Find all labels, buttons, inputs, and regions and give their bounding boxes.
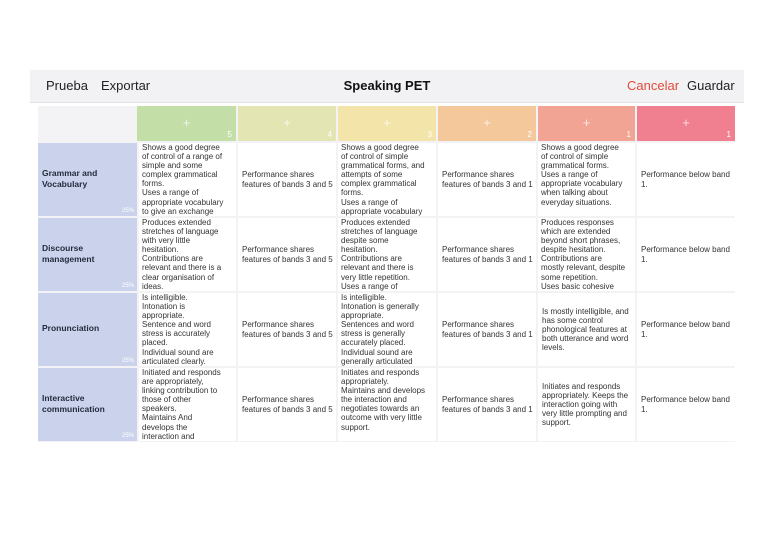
rubric-cell[interactable] <box>338 293 436 366</box>
cell-text: Performance shares features of bands 3 and 1 <box>442 320 533 339</box>
rubric-cell[interactable] <box>139 368 236 441</box>
rubric-cell[interactable] <box>338 143 436 216</box>
rubric-cell[interactable] <box>139 293 236 366</box>
cell-text: Performance shares features of bands 3 and 5 <box>242 245 333 264</box>
band-header-3[interactable] <box>338 106 436 141</box>
band-number: 2 <box>527 130 532 139</box>
rubric-cell[interactable] <box>139 218 236 291</box>
band-header-5[interactable] <box>137 106 236 141</box>
cell-text: Is intelligible. Intonation is appropriate. Sentence and word stress is accurately placed. Individual sound are articulated clearly. <box>142 293 214 366</box>
cell-text: Performance below band 1. <box>641 245 730 264</box>
band-number: 5 <box>227 130 232 139</box>
rubric-cell[interactable] <box>637 143 735 216</box>
cell-text: Is mostly intelligible, and has some control phonological features at both utterance and word levels. <box>542 306 629 353</box>
rubric-grid <box>38 106 735 442</box>
rubric-cell[interactable] <box>637 218 735 291</box>
cell-text: Performance shares features of bands 3 and 5 <box>242 170 333 189</box>
band-number: 3 <box>427 130 432 139</box>
rubric-cell[interactable] <box>338 368 436 441</box>
rubric-cell[interactable] <box>338 218 436 291</box>
criterion-weight: 25% <box>121 433 134 439</box>
criterion-name: Interactive communication <box>42 393 105 414</box>
cell-text: Performance below band 1. <box>641 170 730 189</box>
cell-text: Shows a good degree of control of simple grammatical forms. Uses a range of appropriate vocabulary when talking about everyday situations. <box>541 143 623 207</box>
rubric-cell[interactable] <box>438 293 536 366</box>
band-number: 1 <box>626 130 631 139</box>
rubric-cell[interactable] <box>538 368 635 441</box>
cell-text: Initiated and responds are appropriately, linking contribution to those of other speakers. Maintains And develops the interaction and <box>142 368 221 441</box>
band-header-below-1[interactable] <box>637 106 735 141</box>
rubric-cell[interactable] <box>538 293 635 366</box>
cell-text: Initiates and responds appropriately. Maintains and develops the interaction and negotiates towards an outcome with very little support. <box>341 368 426 432</box>
plus-icon[interactable]: + <box>283 115 291 130</box>
plus-icon[interactable]: + <box>383 115 391 130</box>
cell-text: Performance shares features of bands 3 and 5 <box>242 395 333 414</box>
rubric-cell[interactable] <box>538 218 635 291</box>
cell-text: Shows a good degree of control of a range of simple and some complex grammatical forms. Uses a range of appropriate vocabulary to give an exchange <box>142 143 224 216</box>
rubric-cell[interactable] <box>438 218 536 291</box>
band-header-1[interactable] <box>538 106 635 141</box>
criterion-discourse-management[interactable] <box>38 218 137 291</box>
cell-text: Performance below band 1. <box>641 395 730 414</box>
rubric-cell[interactable] <box>637 293 735 366</box>
exportar-button[interactable]: Exportar <box>101 78 151 93</box>
page-title: Speaking PET <box>343 78 431 93</box>
cell-text: Produces extended stretches of language despite some hesitation. Contributions are relevant and there is very little repetition. Uses a range of <box>341 218 418 291</box>
criterion-weight: 25% <box>121 208 134 214</box>
cell-text: Produces extended stretches of language with very little hesitation. Contributions are relevant and there is a clear organisation of ideas. <box>142 218 222 291</box>
cell-text: Is intelligible. Intonation is generally appropriate. Sentences and word stress is generally accurately placed. Individual sound are generally articulated <box>341 293 419 366</box>
cancelar-button[interactable]: Cancelar <box>627 78 680 93</box>
rubric-cell[interactable] <box>438 368 536 441</box>
plus-icon[interactable]: + <box>182 115 191 130</box>
criterion-weight: 25% <box>121 283 134 289</box>
rubric-cell[interactable] <box>637 368 735 441</box>
criterion-weight: 25% <box>121 358 134 364</box>
rubric-cell[interactable] <box>538 143 635 216</box>
rubric-cell[interactable] <box>238 293 336 366</box>
band-number: 1 <box>726 130 731 139</box>
plus-icon[interactable]: + <box>483 115 491 130</box>
band-header-4[interactable] <box>238 106 336 141</box>
criterion-interactive-communication[interactable] <box>38 368 137 441</box>
criterion-pronunciation[interactable] <box>38 293 137 366</box>
rubric-cell[interactable] <box>238 368 336 441</box>
cell-text: Performance shares features of bands 3 and 5 <box>242 320 333 339</box>
plus-icon[interactable]: + <box>582 115 591 130</box>
rubric-cell[interactable] <box>139 143 236 216</box>
criterion-name: Pronunciation <box>42 323 100 333</box>
criterion-name: Discourse management <box>42 243 95 264</box>
criterion-name: Grammar and Vocabulary <box>42 168 98 189</box>
prueba-button[interactable]: Prueba <box>46 78 88 93</box>
cell-text: Shows a good degree of control of simple grammatical forms, and attempts of some complex grammatical forms. Uses a range of appropriate vocabulary <box>341 143 425 216</box>
cell-text: Initiates and responds appropriately. Keeps the interaction going with very little prompting and support. <box>542 381 629 428</box>
cell-text: Performance shares features of bands 3 and 1 <box>442 245 533 264</box>
criterion-grammar-vocabulary[interactable] <box>38 143 137 216</box>
cell-text: Performance below band 1. <box>641 320 730 339</box>
rubric-cell[interactable] <box>238 143 336 216</box>
guardar-button[interactable]: Guardar <box>687 78 735 93</box>
rubric-cell[interactable] <box>438 143 536 216</box>
plus-icon[interactable]: + <box>682 115 690 130</box>
band-header-2[interactable] <box>438 106 536 141</box>
toolbar <box>30 70 744 103</box>
cell-text: Performance shares features of bands 3 and 1 <box>442 170 533 189</box>
cell-text: Produces responses which are extended beyond short phrases, despite hesitation. Contributions are mostly relevant, despite some repetition. Uses basic cohesive <box>541 218 626 291</box>
cell-text: Performance shares features of bands 3 and 1 <box>442 395 533 414</box>
band-number: 4 <box>327 130 332 139</box>
rubric-cell[interactable] <box>238 218 336 291</box>
